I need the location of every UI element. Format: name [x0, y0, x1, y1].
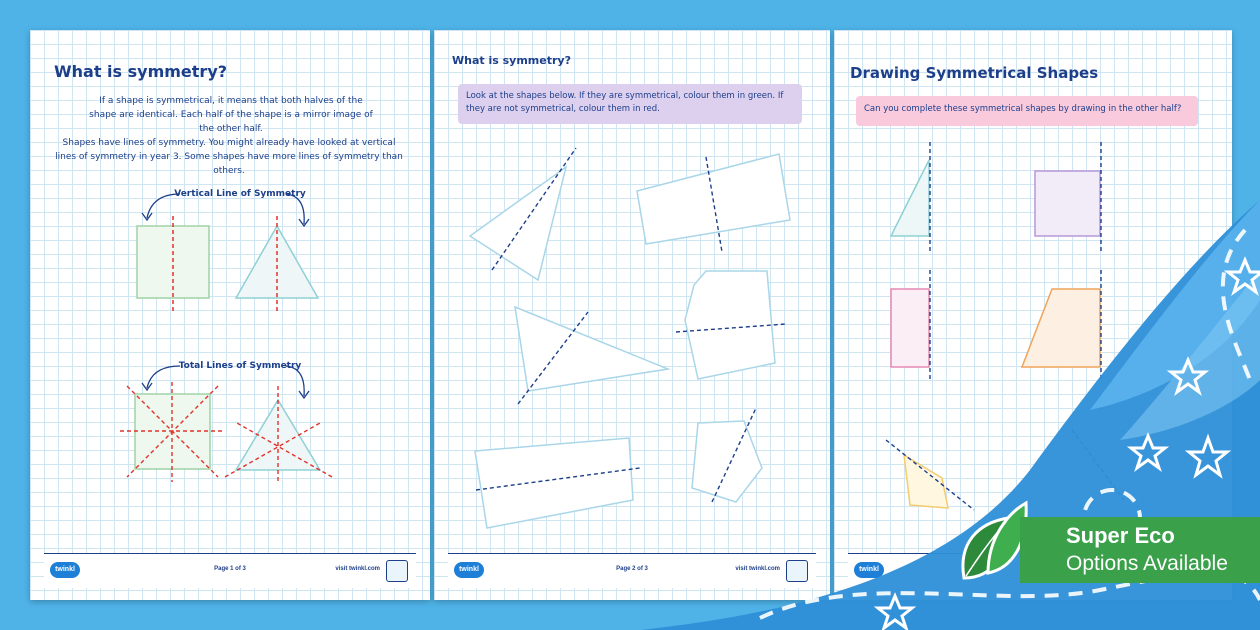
page-title: Drawing Symmetrical Shapes [850, 64, 1099, 82]
page-title: What is symmetry? [54, 62, 228, 81]
visit-link[interactable]: visit twinkl.com [335, 566, 380, 572]
instruction-box: Look at the shapes below. If they are symmetrical, colour them in green. If they are not symmetrical, colour them in red. [458, 84, 802, 124]
page-number: Page 1 of 3 [214, 566, 246, 572]
leaf-icon [958, 498, 1028, 588]
twinkl-logo: twinkl [50, 562, 80, 578]
total-symmetry-label: Total Lines of Symmetry [178, 361, 302, 371]
vertical-symmetry-label: Vertical Line of Symmetry [174, 189, 306, 199]
eco-options-banner[interactable] [1020, 517, 1260, 583]
page-title: What is symmetry? [452, 54, 571, 67]
eco-title: Super Eco [1066, 523, 1175, 548]
intro-paragraph: If a shape is symmetrical, it means that both halves of the shape are identical. Each half of the shape is a mirror image of the other half. [89, 96, 373, 134]
visit-link[interactable]: visit twinkl.com [735, 566, 780, 572]
eco-subtitle: Options Available [1066, 552, 1228, 575]
lines-paragraph: Shapes have lines of symmetry. You might already have looked at vertical lines of symmetry in year 3. Some shapes have more lines of symmetry than others. [55, 138, 403, 176]
page-number: Page 2 of 3 [616, 566, 648, 572]
instruction-box: Can you complete these symmetrical shapes by drawing in the other half? [856, 96, 1198, 126]
twinkl-logo: twinkl [454, 562, 484, 578]
twinkl-logo: twinkl [854, 562, 884, 578]
